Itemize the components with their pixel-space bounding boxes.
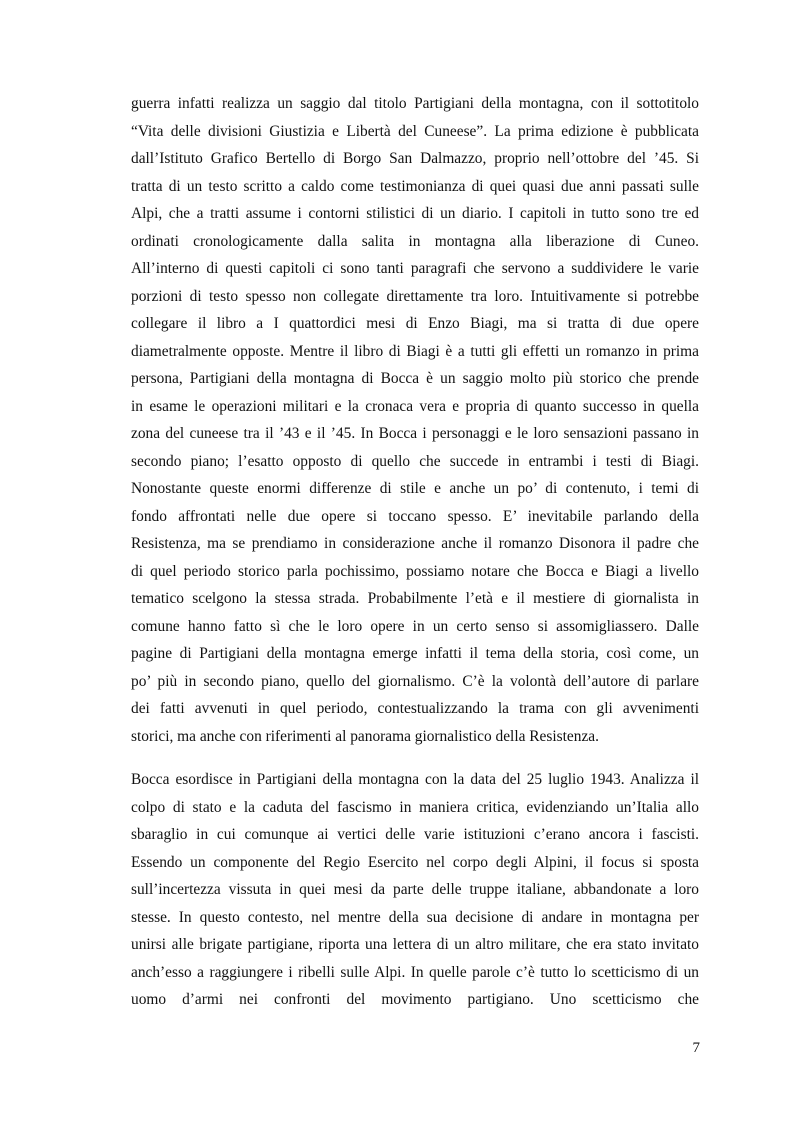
text-line: diametralmente opposte. Mentre il libro di Biagi è a tutti gli effetti un romanzo in prima [131, 342, 699, 360]
page-number: 7 [692, 1040, 700, 1056]
text-line: unirsi alle brigate partigiane, riporta una lettera di un altro militare, che era stato invitato [131, 936, 699, 953]
text-line: secondo piano; l’esatto opposto di quello che succede in entrambi i testi di Biagi. [131, 452, 699, 470]
text-line: tratta di un testo scritto a caldo come testimonianza di quei quasi due anni passati sulle [131, 177, 699, 195]
text-line: po’ più in secondo piano, quello del giornalismo. C’è la volontà dell’autore di parlare [131, 672, 699, 690]
text-line: di quel periodo storico parla pochissimo, possiamo notare che Bocca e Biagi a livello [131, 562, 699, 580]
text-line: Resistenza, ma se prendiamo in considerazione anche il romanzo Disonora il padre che [131, 535, 699, 552]
text-line: porzioni di testo spesso non collegate direttamente tra loro. Intuitivamente si potrebbe [131, 287, 699, 305]
text-line: sbaraglio in cui comunque ai vertici delle varie istituzioni c’erano ancora i fascisti. [131, 826, 699, 843]
text-line: stesse. In questo contesto, nel mentre della sua decisione di andare in montagna per [131, 908, 699, 926]
text-line: Essendo un componente del Regio Esercito nel corpo degli Alpini, il focus si sposta [131, 853, 699, 871]
paragraph-2 [131, 766, 699, 1014]
text-line: dei fatti avvenuti in quel periodo, contestualizzando la trama con gli avvenimenti [131, 700, 699, 717]
text-line: All’interno di questi capitoli ci sono tanti paragrafi che servono a suddividere le varie [131, 260, 699, 277]
text-line: fondo affrontati nelle due opere si toccano spesso. E’ inevitabile parlando della [131, 507, 699, 525]
text-line: sull’incertezza vissuta in quei mesi da parte delle truppe italiane, abbandonate a loro [131, 881, 699, 898]
text-line: guerra infatti realizza un saggio dal titolo Partigiani della montagna, con il sottotitolo [131, 95, 699, 112]
text-line: “Vita delle divisioni Giustizia e Libertà del Cuneese”. La prima edizione è pubblicata [131, 122, 699, 140]
text-line: collegare il libro a I quattordici mesi di Enzo Biagi, ma si tratta di due opere [131, 315, 699, 332]
text-line: Bocca esordisce in Partigiani della montagna con la data del 25 luglio 1943. Analizza il [131, 771, 699, 788]
text-line: uomo d’armi nei confronti del movimento partigiano. Uno scetticismo che [131, 991, 699, 1008]
text-line: tematico scelgono la stessa strada. Probabilmente l’età e il mestiere di giornalista in [131, 590, 699, 607]
text-line: dall’Istituto Grafico Bertello di Borgo San Dalmazzo, proprio nell’ottobre del ’45. Si [131, 150, 699, 167]
text-line: comune hanno fatto sì che le loro opere in un certo senso si assomigliassero. Dalle [131, 617, 699, 635]
text-line: Nonostante queste enormi differenze di stile e anche un po’ di contenuto, i temi di [131, 480, 699, 497]
text-line: ordinati cronologicamente dalla salita in montagna alla liberazione di Cuneo. [131, 232, 699, 250]
text-line: pagine di Partigiani della montagna emerge infatti il tema della storia, così come, un [131, 645, 699, 662]
text-line: in esame le operazioni militari e la cronaca vera e propria di quanto successo in quella [131, 397, 699, 415]
text-line: persona, Partigiani della montagna di Bocca è un saggio molto più storico che prende [131, 370, 699, 387]
paragraph-1 [131, 90, 699, 750]
text-line: colpo di stato e la caduta del fascismo in maniera critica, evidenziando un’Italia allo [131, 798, 699, 816]
text-line: zona del cuneese tra il ’43 e il ’45. In Bocca i personaggi e le loro sensazioni passano in [131, 425, 699, 442]
text-line: Alpi, che a tratti assume i contorni stilistici di un diario. I capitoli in tutto sono tre ed [131, 205, 699, 222]
text-line: storici, ma anche con riferimenti al panorama giornalistico della Resistenza. [131, 727, 599, 745]
text-line: anch’esso a raggiungere i ribelli sulle Alpi. In quelle parole c’è tutto lo scetticismo di un [131, 963, 699, 981]
